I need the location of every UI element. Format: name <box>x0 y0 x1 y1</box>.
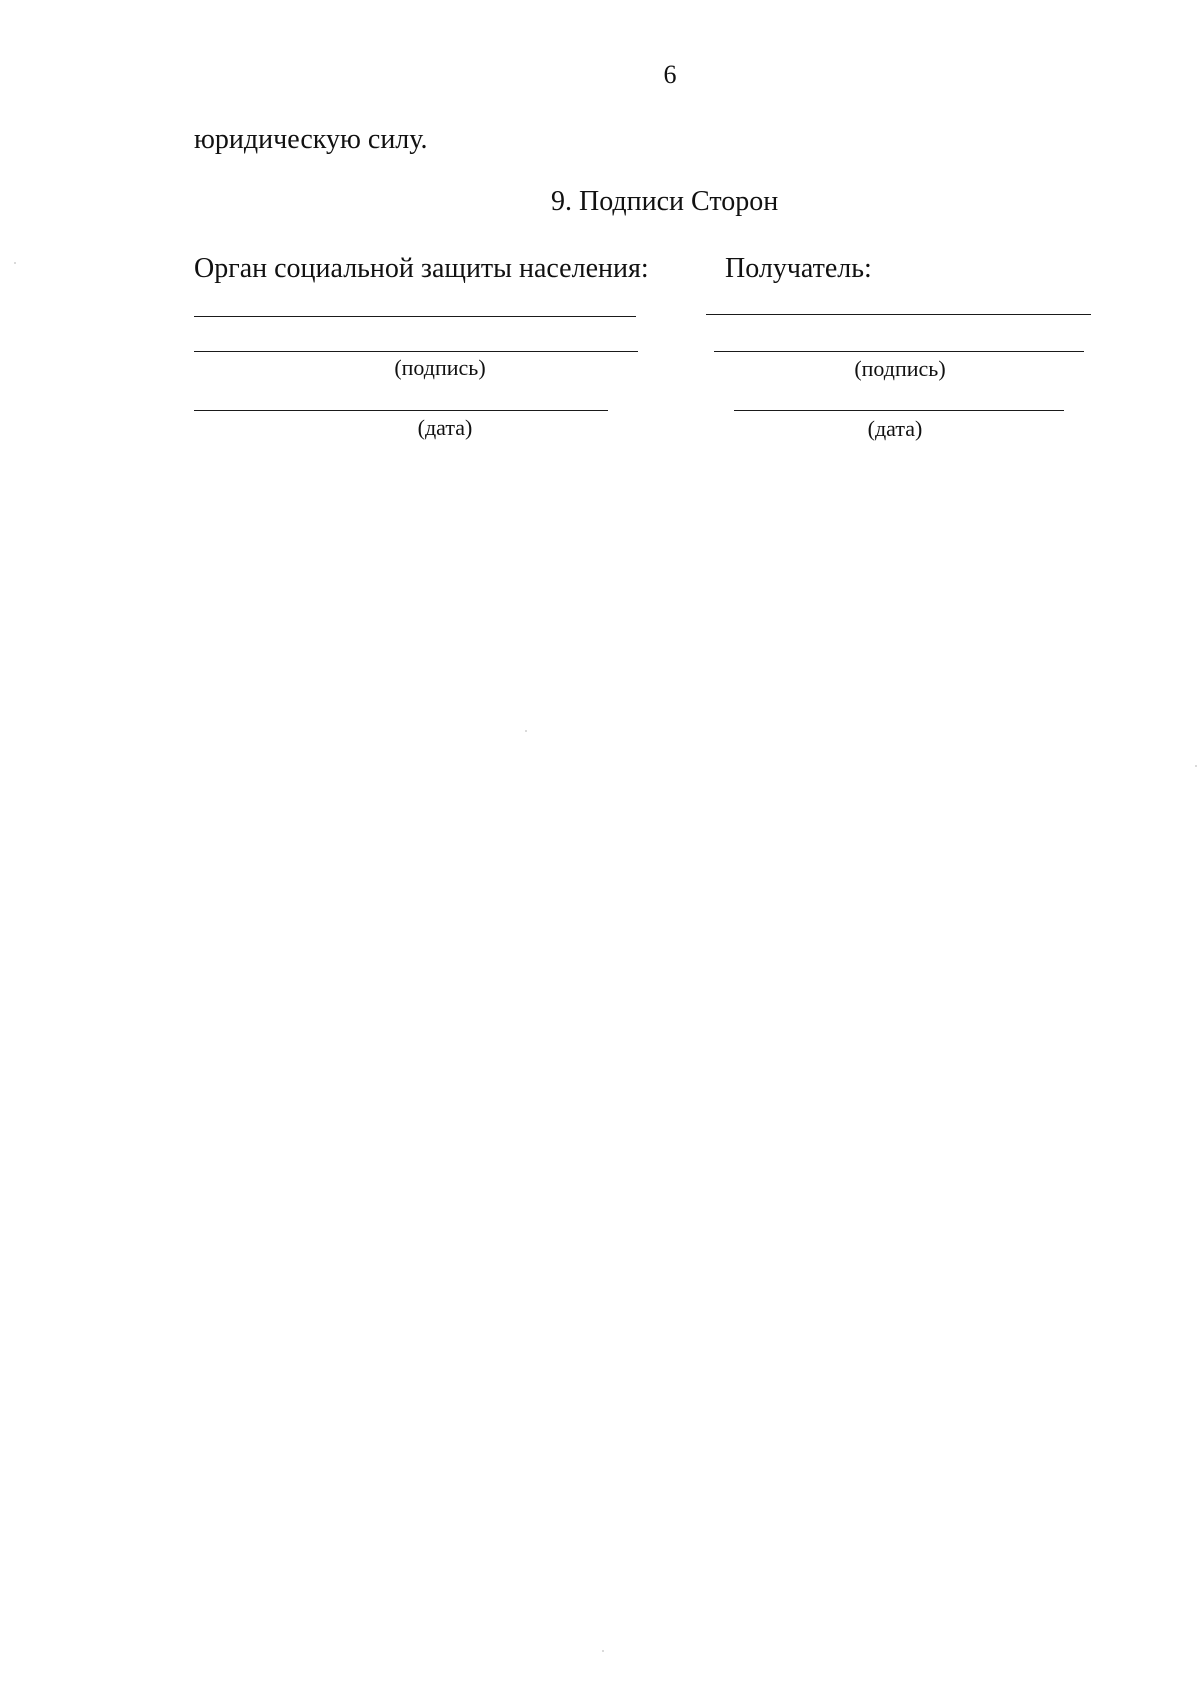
scan-speck <box>525 730 527 732</box>
right-date-line <box>734 410 1064 411</box>
right-name-line <box>706 314 1091 315</box>
right-signature-line <box>714 351 1084 352</box>
right-party-title: Получатель: <box>725 253 872 284</box>
page-number: 6 <box>663 60 677 89</box>
section-heading: 9. Подписи Сторон <box>551 186 779 217</box>
right-signature-caption: (подпись) <box>854 356 946 381</box>
scan-speck <box>602 1650 604 1652</box>
right-date-caption: (дата) <box>867 416 923 441</box>
scan-speck <box>14 262 16 264</box>
left-signature-caption: (подпись) <box>394 355 486 380</box>
left-date-caption: (дата) <box>417 415 473 440</box>
scan-speck <box>1195 765 1197 767</box>
continued-paragraph-text: юридическую силу. <box>194 124 428 155</box>
left-date-line <box>194 410 608 411</box>
left-name-line <box>194 316 636 317</box>
left-signature-line <box>194 351 638 352</box>
left-party-title: Орган социальной защиты населения: <box>194 253 649 284</box>
